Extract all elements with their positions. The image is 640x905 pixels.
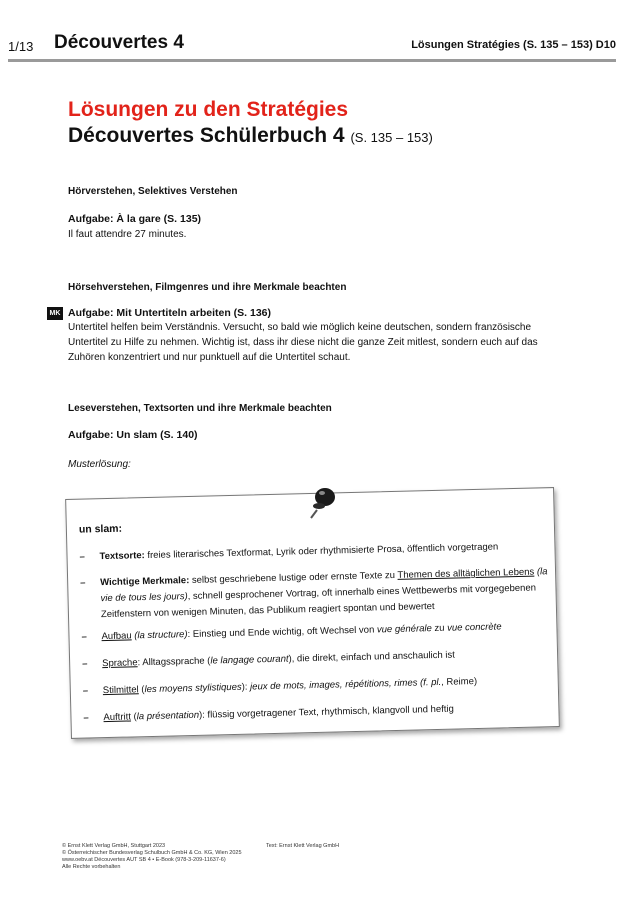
page-indicator: 1/13 — [8, 39, 34, 54]
subtitle-text: Découvertes Schülerbuch 4 — [68, 124, 345, 147]
card-item-merkmale — [80, 564, 549, 623]
item-text: freies literarisches Textformat, Lyrik oder rhythmisierte Prosa, öffentlich vorgetragen — [144, 541, 499, 562]
section-heading: Hörverstehen, Selektives Verstehen — [68, 186, 238, 197]
document-title: Lösungen zu den Stratégies — [68, 98, 349, 121]
item-italic: vue générale — [376, 623, 432, 636]
section-heading: Hörsehverstehen, Filmgenres und ihre Merkmale beachten — [68, 282, 347, 293]
subtitle-pages: (S. 135 – 153) — [350, 130, 433, 145]
card-item-sprache — [82, 645, 550, 672]
item-label: Textsorte: — [99, 550, 145, 563]
footer-line: www.oebv.at Découvertes AUT SB 4 • E-Book (978-3-209-11637-6) — [62, 857, 226, 863]
item-label: Aufbau — [101, 630, 132, 643]
item-text: selbst geschriebene lustige oder ernste Texte zu — [189, 569, 398, 586]
card-item-auftritt — [83, 699, 551, 726]
task-answer: Untertitel helfen beim Verständnis. Versucht, so bald wie möglich keine deutschen, sondern französische Untertitel zu Hilfe zu nehmen. Wichtig ist, dass ihr diese nicht die ganze Zeit mitlest, sondern euch auf das Zuhören konzentriert und nur punktuell auf die Untertitel schaut. — [68, 322, 538, 363]
item-label: Stilmittel — [102, 684, 139, 697]
task-title: Aufgabe: Mit Untertiteln arbeiten (S. 136) — [68, 307, 272, 319]
item-label: Auftritt — [103, 711, 132, 724]
pushpin-icon — [305, 480, 345, 520]
section-heading: Leseverstehen, Textsorten und ihre Merkmale beachten — [68, 403, 332, 414]
item-text: : Alltagssprache ( — [137, 655, 211, 669]
footer-line: © Österreichischer Bundesverlag Schulbuch GmbH & Co. KG, Wien 2025 — [62, 850, 242, 856]
task-answer: Il faut attendre 27 minutes. — [68, 229, 187, 240]
header-title: Découvertes 4 — [54, 32, 184, 53]
bullet-dash: – — [82, 658, 88, 670]
item-italic: les moyens stylistiques — [144, 681, 242, 696]
document-subtitle — [68, 124, 433, 148]
card-item-textsorte — [79, 538, 547, 565]
task-title: Aufgabe: Un slam (S. 140) — [68, 429, 198, 441]
item-text: zu — [431, 622, 448, 635]
item-underlined: Themen des alltäglichen Lebens — [397, 566, 535, 581]
card-item-stilmittel — [83, 672, 551, 699]
item-italic: jeux de mots, images, répétitions, rimes (f. pl. — [249, 676, 442, 693]
card-item-aufbau — [81, 618, 549, 645]
item-text: , schnell gesprochener Vortrag, oft innerhalb eines Wettbewerbs mit vorgegebenen Zeitfenstern von wenigen Minuten, das Publikum reagiert spontan und bewertet — [100, 582, 537, 621]
header-subtitle: Lösungen Stratégies (S. 135 – 153) D10 — [411, 39, 616, 51]
bullet-dash: – — [82, 685, 89, 697]
footer-text-credit: Text: Ernst Klett Verlag GmbH — [266, 843, 340, 849]
footer-copyright — [62, 843, 242, 871]
item-label: Wichtige Merkmale: — [100, 575, 190, 589]
page-header — [8, 32, 616, 62]
task-title: Aufgabe: À la gare (S. 135) — [68, 213, 202, 225]
footer-line: Alle Rechte vorbehalten — [62, 864, 121, 870]
item-text: ( — [138, 684, 145, 696]
sample-solution-label: Musterlösung: — [68, 459, 131, 470]
bullet-dash: – — [81, 631, 87, 643]
footer-line: © Ernst Klett Verlag GmbH, Stuttgart 2023 — [62, 843, 166, 849]
bullet-dash: – — [79, 551, 85, 563]
item-label: Sprache — [102, 657, 138, 670]
item-italic: (la structure) — [131, 629, 188, 642]
bullet-dash: – — [80, 577, 86, 589]
item-italic: la présentation — [136, 709, 200, 723]
item-text: ): flüssig vorgetragener Text, rhythmisch, klangvoll und heftig — [198, 703, 454, 721]
item-text: ): — [241, 681, 251, 693]
card-heading: un slam: — [78, 522, 123, 536]
item-text: ( — [130, 711, 137, 723]
item-italic: le langage courant — [210, 653, 289, 667]
mk-badge: MK — [47, 307, 63, 320]
item-italic: (la vie de tous les jours) — [100, 566, 548, 605]
slam-card — [65, 487, 560, 739]
item-italic: vue concrète — [447, 621, 502, 634]
item-text: : Einstieg und Ende wichtig, oft Wechsel von — [187, 624, 378, 641]
header-rule — [8, 59, 616, 62]
item-text: , Reime) — [441, 676, 478, 688]
bullet-dash: – — [83, 712, 89, 724]
item-text: ), die direkt, einfach und anschaulich ist — [288, 649, 455, 665]
